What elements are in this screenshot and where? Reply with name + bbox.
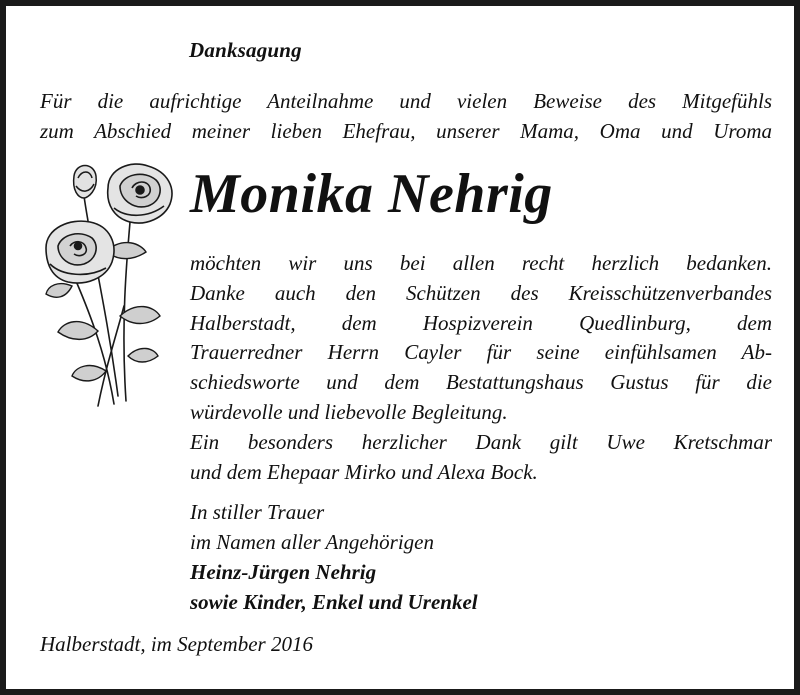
place-date: Halberstadt, im September 2016	[40, 632, 313, 656]
body-line: Ein besonders herzlicher Dank gilt Uwe Kretschmar	[190, 429, 772, 454]
signature-name: Heinz-Jürgen Nehrig	[190, 560, 377, 584]
signature-family: sowie Kinder, Enkel und Urenkel	[190, 590, 478, 614]
body-line: und dem Ehepaar Mirko und Alexa Bock.	[190, 459, 538, 484]
intro-line: zum Abschied meiner lieben Ehefrau, unserer Mama, Oma und Uroma	[40, 119, 772, 143]
deceased-name: Monika Nehrig	[190, 163, 553, 225]
thanks-paragraph	[190, 249, 772, 487]
signature-line: In stiller Trauer	[190, 500, 325, 524]
intro-line: Für die aufrichtige Anteilnahme und vielen Beweise des Mitgefühls	[40, 89, 772, 113]
body-line: Danke auch den Schützen des Kreisschützenverbandes	[190, 280, 772, 305]
notice-heading: Danksagung	[189, 38, 302, 62]
body-line: Trauerredner Herrn Cayler für seine einfühlsamen Ab-	[190, 340, 772, 365]
body-line: Halberstadt, dem Hospizverein Quedlinburg, dem	[190, 310, 772, 335]
roses-icon	[36, 156, 181, 411]
body-line: würdevolle und liebevolle Begleitung.	[190, 399, 508, 424]
signature-line: im Namen aller Angehörigen	[190, 530, 435, 554]
body-line: möchten wir uns bei allen recht herzlich bedanken.	[190, 251, 772, 275]
signature-block	[190, 497, 478, 617]
body-line: schiedsworte und dem Bestattungshaus Gustus für die	[190, 370, 772, 395]
intro-paragraph	[40, 86, 772, 146]
